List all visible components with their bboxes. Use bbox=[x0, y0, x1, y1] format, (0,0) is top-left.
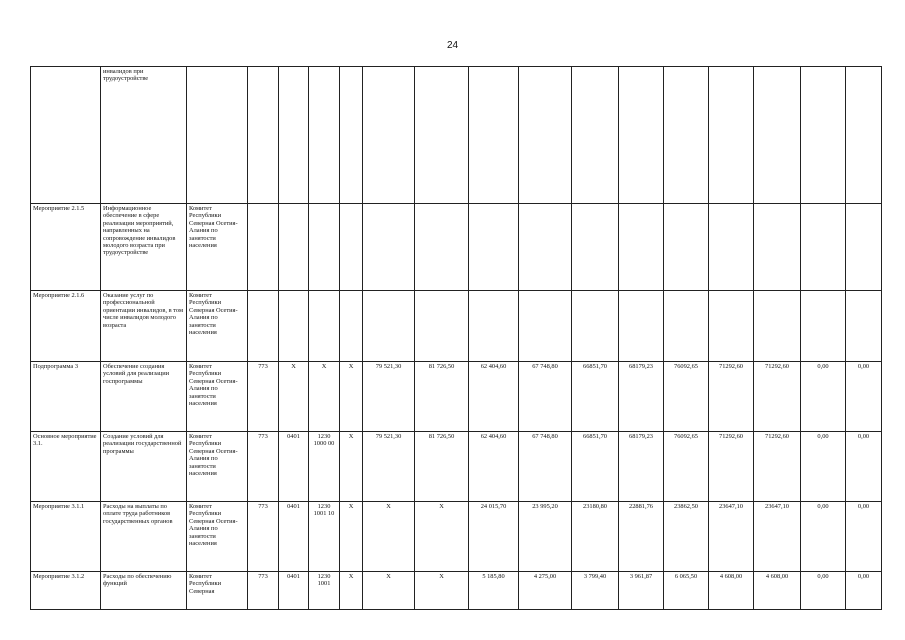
row-2-1-5 bbox=[31, 204, 882, 291]
amount-cell: 0,00 bbox=[846, 432, 882, 502]
amount-cell: 62 404,60 bbox=[469, 432, 519, 502]
amount-cell bbox=[572, 291, 619, 362]
vr-cell bbox=[340, 67, 363, 204]
amount-cell: 76092,65 bbox=[664, 432, 709, 502]
amount-cell bbox=[415, 67, 469, 204]
amount-cell bbox=[664, 204, 709, 291]
amount-cell: 79 521,30 bbox=[363, 432, 415, 502]
vr-cell bbox=[340, 204, 363, 291]
amount-cell: X bbox=[415, 502, 469, 572]
rzpr-cell: 0401 bbox=[279, 502, 309, 572]
amount-cell: 5 185,80 bbox=[469, 572, 519, 610]
amount-cell bbox=[664, 67, 709, 204]
executor-cell: Комитет Республики Северная bbox=[187, 572, 248, 610]
row-subprogram-3 bbox=[31, 362, 882, 432]
amount-cell: 23647,10 bbox=[709, 502, 754, 572]
amount-cell bbox=[709, 67, 754, 204]
amount-cell bbox=[846, 291, 882, 362]
name-cell: Информационное обеспечение в сфере реализации мероприятий, направленных на сопровождение инвалидов молодого возраста при трудоустройстве bbox=[101, 204, 187, 291]
csr-cell: 1230 1001 10 bbox=[309, 502, 340, 572]
row-continued bbox=[31, 67, 882, 204]
executor-cell: Комитет Республики Северная Осетия-Алания по занятости населения bbox=[187, 291, 248, 362]
amount-cell: 67 748,80 bbox=[519, 432, 572, 502]
name-cell: Расходы на выплаты по оплате труда работников государственных органов bbox=[101, 502, 187, 572]
amount-cell bbox=[572, 67, 619, 204]
amount-cell bbox=[519, 67, 572, 204]
amount-cell: 71292,60 bbox=[709, 362, 754, 432]
amount-cell: 3 799,40 bbox=[572, 572, 619, 610]
amount-cell: 24 015,70 bbox=[469, 502, 519, 572]
vr-cell: X bbox=[340, 572, 363, 610]
grbs-cell bbox=[248, 67, 279, 204]
amount-cell bbox=[469, 291, 519, 362]
rzpr-cell bbox=[279, 204, 309, 291]
amount-cell: X bbox=[363, 572, 415, 610]
amount-cell: 68179,23 bbox=[619, 362, 664, 432]
amount-cell: 0,00 bbox=[801, 502, 846, 572]
rzpr-cell bbox=[279, 291, 309, 362]
name-cell: Оказание услуг по профессиональной ориентации инвалидов, в том числе инвалидов молодого возраста bbox=[101, 291, 187, 362]
amount-cell bbox=[709, 204, 754, 291]
rzpr-cell: X bbox=[279, 362, 309, 432]
csr-cell: 1230 1000 00 bbox=[309, 432, 340, 502]
grbs-cell bbox=[248, 291, 279, 362]
item-cell: Мероприятие 3.1.2 bbox=[31, 572, 101, 610]
amount-cell: 81 726,50 bbox=[415, 432, 469, 502]
amount-cell bbox=[363, 291, 415, 362]
name-cell: Обеспечение создания условий для реализации госпрограммы bbox=[101, 362, 187, 432]
amount-cell bbox=[619, 204, 664, 291]
amount-cell bbox=[664, 291, 709, 362]
amount-cell bbox=[363, 204, 415, 291]
row-3-1-1 bbox=[31, 502, 882, 572]
amount-cell: 71292,60 bbox=[754, 362, 801, 432]
row-3-1-2 bbox=[31, 572, 882, 610]
name-cell: Расходы по обеспечению функций bbox=[101, 572, 187, 610]
amount-cell: 22881,76 bbox=[619, 502, 664, 572]
amount-cell: 4 608,00 bbox=[754, 572, 801, 610]
amount-cell: 66851,70 bbox=[572, 432, 619, 502]
amount-cell bbox=[363, 67, 415, 204]
amount-cell: 71292,60 bbox=[754, 432, 801, 502]
grbs-cell bbox=[248, 204, 279, 291]
item-cell: Мероприятие 2.1.6 bbox=[31, 291, 101, 362]
amount-cell bbox=[801, 204, 846, 291]
grbs-cell: 773 bbox=[248, 502, 279, 572]
page-number: 24 bbox=[446, 40, 459, 51]
amount-cell: 4 275,00 bbox=[519, 572, 572, 610]
amount-cell bbox=[754, 291, 801, 362]
executor-cell: Комитет Республики Северная Осетия-Алания по занятости населения bbox=[187, 432, 248, 502]
amount-cell: 76092,65 bbox=[664, 362, 709, 432]
executor-cell bbox=[187, 67, 248, 204]
amount-cell: 66851,70 bbox=[572, 362, 619, 432]
amount-cell: 4 608,00 bbox=[709, 572, 754, 610]
amount-cell: 23862,50 bbox=[664, 502, 709, 572]
amount-cell bbox=[469, 204, 519, 291]
amount-cell: 67 748,80 bbox=[519, 362, 572, 432]
csr-cell bbox=[309, 291, 340, 362]
amount-cell bbox=[754, 204, 801, 291]
grbs-cell: 773 bbox=[248, 432, 279, 502]
amount-cell: 79 521,30 bbox=[363, 362, 415, 432]
amount-cell: 23647,10 bbox=[754, 502, 801, 572]
amount-cell: 0,00 bbox=[801, 432, 846, 502]
item-cell: Мероприятие 3.1.1 bbox=[31, 502, 101, 572]
amount-cell: 0,00 bbox=[801, 572, 846, 610]
amount-cell: 81 726,50 bbox=[415, 362, 469, 432]
amount-cell bbox=[415, 291, 469, 362]
name-cell: Создание условий для реализации государственной программы bbox=[101, 432, 187, 502]
vr-cell bbox=[340, 291, 363, 362]
amount-cell: 23180,80 bbox=[572, 502, 619, 572]
amount-cell bbox=[801, 67, 846, 204]
grbs-cell: 773 bbox=[248, 362, 279, 432]
amount-cell: X bbox=[415, 572, 469, 610]
executor-cell: Комитет Республики Северная Осетия-Алания по занятости населения bbox=[187, 362, 248, 432]
amount-cell: 71292,60 bbox=[709, 432, 754, 502]
amount-cell bbox=[709, 291, 754, 362]
row-2-1-6 bbox=[31, 291, 882, 362]
amount-cell: 68179,23 bbox=[619, 432, 664, 502]
amount-cell bbox=[801, 291, 846, 362]
amount-cell bbox=[519, 204, 572, 291]
name-cell: инвалидов при трудоустройстве bbox=[101, 67, 187, 204]
amount-cell: X bbox=[363, 502, 415, 572]
item-cell: Основное мероприятие 3.1. bbox=[31, 432, 101, 502]
amount-cell: 6 065,50 bbox=[664, 572, 709, 610]
rzpr-cell bbox=[279, 67, 309, 204]
amount-cell bbox=[415, 204, 469, 291]
vr-cell: X bbox=[340, 502, 363, 572]
item-cell: Подпрограмма 3 bbox=[31, 362, 101, 432]
amount-cell bbox=[469, 67, 519, 204]
csr-cell: 1230 1001 bbox=[309, 572, 340, 610]
amount-cell bbox=[619, 67, 664, 204]
rzpr-cell: 0401 bbox=[279, 572, 309, 610]
amount-cell bbox=[519, 291, 572, 362]
amount-cell: 0,00 bbox=[846, 572, 882, 610]
csr-cell bbox=[309, 204, 340, 291]
amount-cell bbox=[619, 291, 664, 362]
amount-cell: 0,00 bbox=[846, 362, 882, 432]
amount-cell bbox=[846, 67, 882, 204]
rzpr-cell: 0401 bbox=[279, 432, 309, 502]
row-main-3-1 bbox=[31, 432, 882, 502]
csr-cell bbox=[309, 67, 340, 204]
amount-cell bbox=[572, 204, 619, 291]
item-cell bbox=[31, 67, 101, 204]
executor-cell: Комитет Республики Северная Осетия-Алания по занятости населения bbox=[187, 502, 248, 572]
item-cell: Мероприятие 2.1.5 bbox=[31, 204, 101, 291]
amount-cell: 0,00 bbox=[801, 362, 846, 432]
grbs-cell: 773 bbox=[248, 572, 279, 610]
amount-cell: 62 404,60 bbox=[469, 362, 519, 432]
amount-cell bbox=[846, 204, 882, 291]
csr-cell: X bbox=[309, 362, 340, 432]
vr-cell: X bbox=[340, 432, 363, 502]
amount-cell bbox=[754, 67, 801, 204]
amount-cell: 3 961,87 bbox=[619, 572, 664, 610]
budget-table bbox=[30, 66, 882, 610]
vr-cell: X bbox=[340, 362, 363, 432]
executor-cell: Комитет Республики Северная Осетия-Алания по занятости населения bbox=[187, 204, 248, 291]
amount-cell: 0,00 bbox=[846, 502, 882, 572]
amount-cell: 23 995,20 bbox=[519, 502, 572, 572]
